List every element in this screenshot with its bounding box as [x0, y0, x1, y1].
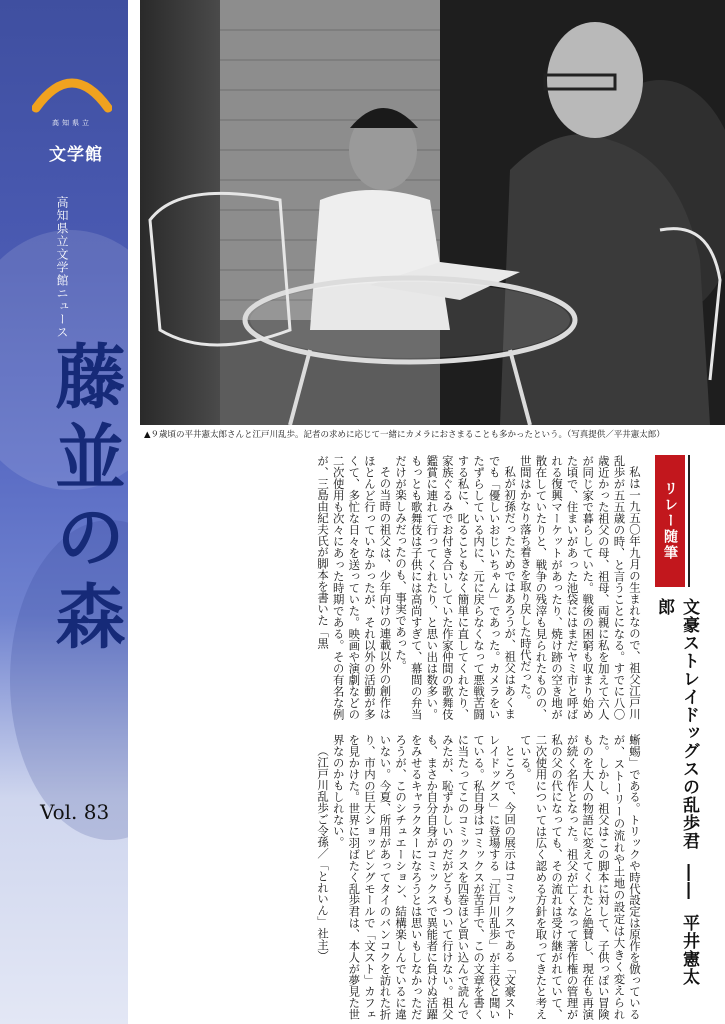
body-text-lower	[146, 734, 642, 1020]
category-badge: リレー随筆	[655, 455, 685, 587]
paragraph: その当時の祖父は、少年向けの連載以外の創作はほとんど行っていなかったが、それ以外の活動が多くて、多忙な日々を送っていた。映画や演劇などの二次使用も次々にあった時期である。その有名な例が、三島由紀夫氏が脚本を書いた「黒	[316, 455, 393, 720]
title-dash: ――	[679, 864, 699, 900]
museum-name: 文学館	[49, 145, 103, 165]
newsletter-label: 高知県立文学館ニュース	[55, 196, 69, 339]
photo-caption: ▲９歳頃の平井憲太郎さんと江戸川乱歩。記者の求めに応じて一緒にカメラにおさまることも多かったという。（写真提供／平井憲太郎）	[144, 430, 665, 440]
org-small-label: 高知県立	[52, 119, 92, 127]
paragraph: 蜥蜴」である。トリックや時代設定は原作を倣っているが、ストーリーの流れや土地の設定は大きく変えられた。しかし、祖父はこの脚本に対して、子供っぽい冒険ものを大人の物語に変えてくれたと絶賛し、現在も再演が続く名作となった。祖父が亡くなって著作権の管理が私の父の代になっても、その流れは受け継がれていて、二次使用については広く認める方針を取ってきたと考えている。	[518, 734, 642, 1020]
body-text-upper	[146, 455, 642, 720]
logo-arc-icon	[32, 68, 112, 114]
author-name: 平井憲太郎	[654, 598, 699, 986]
masthead-band	[0, 0, 128, 1024]
category-rule	[688, 455, 690, 587]
essay-title-text: 文豪ストレイドッグスの乱歩君	[679, 598, 699, 850]
volume-number: Vol. 83	[40, 800, 110, 824]
paragraph: 私が初孫だったためではあろうが、祖父はあくまでも「優しいおじいちゃん」であった。カメラをいたずらしている内に、元に戻らなくなって悪戦苦闘する私に、叱ることもなく簡単に直してくれたり、家族ぐるみでお付き合いしていた作家仲間の歌舞伎鑑賞に連れて行ってくれたり、と思い出は数多い。もっとも歌舞伎は子供には高尚すぎて、幕間の弁当だけが楽しみだったのも、事実であった。	[394, 455, 518, 720]
paragraph: ところで、今回の展示はコミックスである「文豪ストレイドッグス」に登場する「江戸川乱歩」が主役と聞いている。私自身はコミックスが苦手で、この文章を書くに当たってこのコミックスを四巻ほど買い込んで読んでみたが、恥ずかしいのだがどうもついて行けない。祖父も、まさか自分自身がコミックスで異能者に負けぬ活躍をみせるキャラクターになろうとは思いもしなかっただろうが、このシチュエーション、結構楽しんでいるに違いない。今夏、所用があってタイのバンコクを訪れた折り、市内の巨大ショッピングモールで「文スト」カフェを見かけた。世界に羽ばたく乱歩君は、本人が夢見た世界なのかもしれない。	[331, 734, 518, 1020]
hero-photo	[140, 0, 725, 425]
paragraph: 私は一九五〇年九月の生まれなので、祖父江戸川乱歩が五五歳の時、と言うことになる。すでに八〇歳近かった祖父の母、祖母、両親に私を加えて六人が同じ家で暮らしていた。戦後の困窮も収まり始めた頃で、住まいがあった池袋にはまだヤミ市と呼ばれる復興マーケットがあったり、焼け跡の空き地が散在していたりと、戦争の残滓も見られたものの、世間はかなり落ち着きを取り戻した時代だった。	[518, 455, 642, 720]
author-credit: （江戸川乱歩ご令孫／「とれいん」社主）	[316, 745, 331, 962]
magazine-title: 藤並の森	[44, 340, 127, 660]
essay-title	[652, 598, 702, 998]
photo-illustration	[140, 0, 725, 425]
